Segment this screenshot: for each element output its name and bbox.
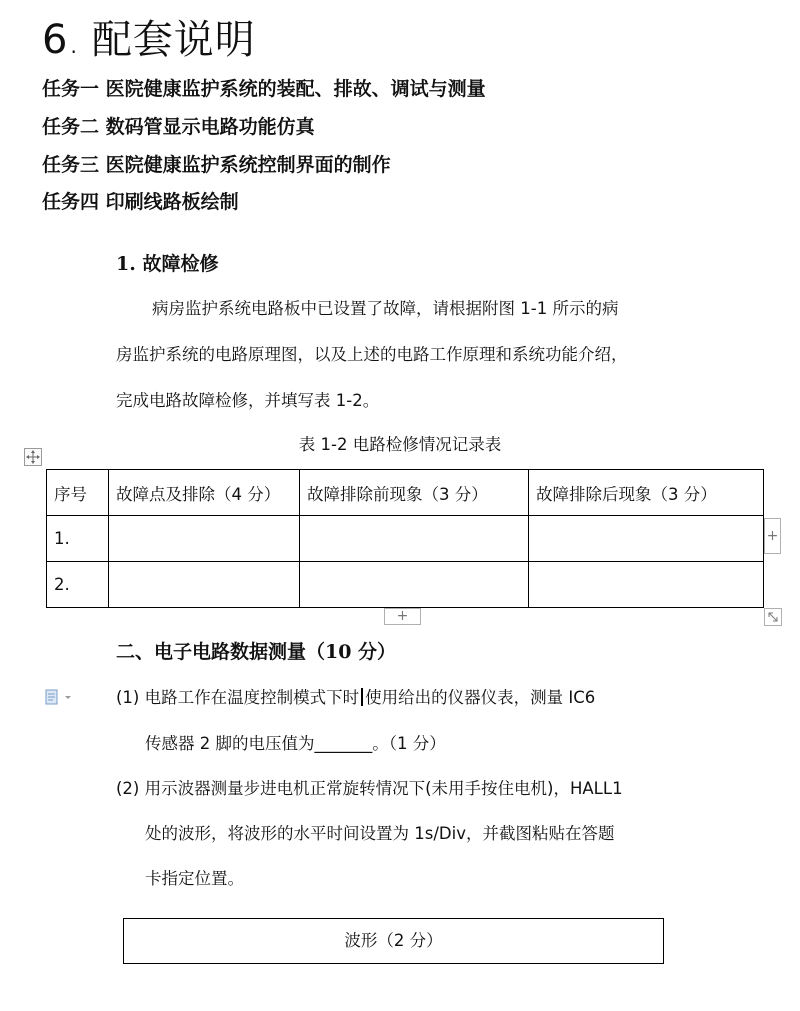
table-move-handle[interactable] xyxy=(24,448,42,466)
table-cell[interactable]: 1. xyxy=(47,516,109,562)
header-cell-after[interactable]: 故障排除后现象（3 分） xyxy=(529,470,764,516)
table-cell[interactable] xyxy=(300,562,529,608)
table-cell[interactable] xyxy=(300,516,529,562)
table-row xyxy=(47,516,764,562)
title-text: 配套说明 xyxy=(91,17,256,63)
task-2: 任务二 数码管显示电路功能仿真 xyxy=(42,116,315,138)
waveform-label: 波形（2 分） xyxy=(344,931,443,950)
measurement-item-1-line-2: 传感器 2 脚的电压值为_______。（1 分） xyxy=(145,734,446,753)
paragraph-line-2: 房监护系统的电路原理图，以及上述的电路工作原理和系统功能介绍， xyxy=(116,345,628,364)
task-1: 任务一 医院健康监护系统的装配、排故、调试与测量 xyxy=(42,78,486,100)
resize-icon xyxy=(765,609,781,625)
measurement-item-2-line-1: (2) 用示波器测量步进电机正常旋转情况下(未用手按住电机)，HALL1 xyxy=(116,779,623,798)
paste-document-icon xyxy=(44,688,74,706)
task-3: 任务三 医院健康监护系统控制界面的制作 xyxy=(42,154,391,176)
page-title xyxy=(42,14,256,72)
table-cell[interactable] xyxy=(529,562,764,608)
text-cursor xyxy=(361,688,363,706)
section-heading-fault-repair: 1. 故障检修 xyxy=(116,253,219,275)
paragraph-line-3: 完成电路故障检修，并填写表 1-2。 xyxy=(116,391,380,410)
header-cell-fault-point[interactable]: 故障点及排除（4 分） xyxy=(109,470,300,516)
waveform-answer-box[interactable] xyxy=(123,918,664,964)
table-resize-handle[interactable] xyxy=(764,608,782,626)
title-dot: . xyxy=(70,34,78,58)
measurement-item-1-line-1 xyxy=(116,686,595,710)
add-row-button[interactable]: + xyxy=(384,608,421,625)
item-1-text-a: (1) 电路工作在温度控制模式下时 xyxy=(116,688,360,707)
table-caption: 表 1-2 电路检修情况记录表 xyxy=(298,435,502,454)
add-column-button[interactable]: + xyxy=(764,518,781,554)
header-cell-before[interactable]: 故障排除前现象（3 分） xyxy=(300,470,529,516)
title-number: 6 xyxy=(42,17,69,63)
table-cell[interactable] xyxy=(109,516,300,562)
move-arrows-icon xyxy=(25,449,41,465)
table-header-row xyxy=(47,470,764,516)
fault-record-table xyxy=(46,469,764,608)
task-4: 任务四 印刷线路板绘制 xyxy=(42,191,239,213)
section-heading-data-measurement: 二、电子电路数据测量（10 分） xyxy=(116,641,397,663)
item-1-text-b: 使用给出的仪器仪表，测量 IC6 xyxy=(365,688,596,707)
table-cell[interactable]: 2. xyxy=(47,562,109,608)
table-cell[interactable] xyxy=(529,516,764,562)
table-row xyxy=(47,562,764,608)
measurement-item-2-line-3: 卡指定位置。 xyxy=(145,869,244,888)
table-cell[interactable] xyxy=(109,562,300,608)
paste-options-button[interactable] xyxy=(44,688,74,706)
paragraph-line-1: 病房监护系统电路板中已设置了故障，请根据附图 1-1 所示的病 xyxy=(152,299,619,318)
measurement-item-2-line-2: 处的波形，将波形的水平时间设置为 1s/Div，并截图粘贴在答题 xyxy=(145,824,615,843)
header-cell-index[interactable]: 序号 xyxy=(47,470,109,516)
